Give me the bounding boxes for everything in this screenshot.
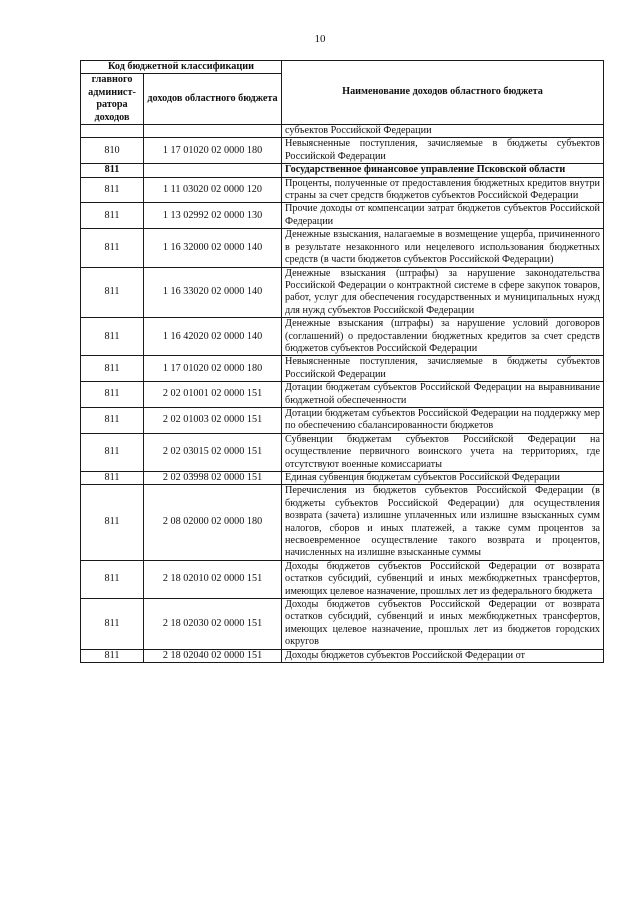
admin-code-cell: 811 [81, 177, 144, 203]
admin-code-cell: 811 [81, 433, 144, 471]
income-name-cell: Денежные взыскания (штрафы) за нарушение законодательства Российской Федерации о контрактной системе в сфере закупок товаров, работ, услуг для обеспечения государственных и муниципальных нужд для нужд субъектов Российской Федерации [282, 267, 604, 318]
header-admin-code: главного админист-ратора доходов [81, 74, 144, 125]
page-number: 10 [314, 33, 326, 45]
income-code-cell: 1 16 32000 02 0000 140 [144, 229, 282, 267]
table-row [81, 138, 604, 164]
table-body [81, 125, 604, 663]
header-name: Наименование доходов областного бюджета [282, 61, 604, 125]
admin-code-cell: 811 [81, 599, 144, 650]
admin-code-cell: 811 [81, 318, 144, 356]
table-row [81, 177, 604, 203]
admin-code-cell: 811 [81, 164, 144, 177]
income-name-cell: Доходы бюджетов субъектов Российской Федерации от возврата остатков субсидий, субвенций и иных межбюджетных трансфертов, имеющих целевое назначение, прошлых лет из федерального бюджета [282, 560, 604, 598]
income-code-cell: 1 11 03020 02 0000 120 [144, 177, 282, 203]
income-code-cell [144, 164, 282, 177]
table-row [81, 485, 604, 560]
income-code-cell: 1 17 01020 02 0000 180 [144, 138, 282, 164]
income-name-cell: Дотации бюджетам субъектов Российской Федерации на поддержку мер по обеспечению сбалансированности бюджетов [282, 407, 604, 433]
admin-code-cell: 811 [81, 407, 144, 433]
table-row [81, 382, 604, 408]
income-name-cell: Единая субвенция бюджетам субъектов Российской Федерации [282, 472, 604, 485]
income-code-cell [144, 125, 282, 138]
admin-code-cell: 811 [81, 229, 144, 267]
income-name-cell: Доходы бюджетов субъектов Российской Федерации от возврата остатков субсидий, субвенций и иных межбюджетных трансфертов, имеющих целевое назначение, прошлых лет из бюджетов городских округов [282, 599, 604, 650]
table-row [81, 229, 604, 267]
income-code-cell: 2 08 02000 02 0000 180 [144, 485, 282, 560]
income-code-cell: 2 18 02010 02 0000 151 [144, 560, 282, 598]
income-name-cell: Прочие доходы от компенсации затрат бюджетов субъектов Российской Федерации [282, 203, 604, 229]
income-name-cell: Денежные взыскания (штрафы) за нарушение условий договоров (соглашений) о предоставлении бюджетных кредитов за счет средств бюджетов субъектов Российской Федерации [282, 318, 604, 356]
income-code-cell: 2 02 03998 02 0000 151 [144, 472, 282, 485]
income-name-cell: субъектов Российской Федерации [282, 125, 604, 138]
income-code-cell: 1 17 01020 02 0000 180 [144, 356, 282, 382]
table-row [81, 560, 604, 598]
income-name-cell: Невыясненные поступления, зачисляемые в бюджеты субъектов Российской Федерации [282, 356, 604, 382]
income-name-cell: Проценты, полученные от предоставления бюджетных кредитов внутри страны за счет средств бюджетов субъектов Российской Федерации [282, 177, 604, 203]
table-row [81, 433, 604, 471]
income-name-cell: Доходы бюджетов субъектов Российской Федерации от [282, 649, 604, 662]
table-row [81, 164, 604, 177]
admin-code-cell: 811 [81, 649, 144, 662]
admin-code-cell: 811 [81, 472, 144, 485]
table-row [81, 267, 604, 318]
income-code-cell: 2 02 01001 02 0000 151 [144, 382, 282, 408]
income-name-cell: Дотации бюджетам субъектов Российской Федерации на выравнивание бюджетной обеспеченности [282, 382, 604, 408]
table-row [81, 472, 604, 485]
income-name-cell: Государственное финансовое управление Псковской области [282, 164, 604, 177]
budget-classification-table [80, 60, 604, 663]
table-row [81, 649, 604, 662]
table-row [81, 407, 604, 433]
income-code-cell: 1 13 02992 02 0000 130 [144, 203, 282, 229]
income-code-cell: 1 16 42020 02 0000 140 [144, 318, 282, 356]
income-code-cell: 2 18 02040 02 0000 151 [144, 649, 282, 662]
admin-code-cell: 811 [81, 560, 144, 598]
table-row [81, 356, 604, 382]
income-name-cell: Денежные взыскания, налагаемые в возмещение ущерба, причиненного в результате незаконного или нецелевого использования бюджетных средств (в части бюджетов субъектов Российской Федерации) [282, 229, 604, 267]
admin-code-cell: 810 [81, 138, 144, 164]
header-income-code: доходов областного бюджета [144, 74, 282, 125]
table-row [81, 599, 604, 650]
admin-code-cell: 811 [81, 356, 144, 382]
table-row [81, 203, 604, 229]
admin-code-cell: 811 [81, 382, 144, 408]
income-code-cell: 2 02 03015 02 0000 151 [144, 433, 282, 471]
income-name-cell: Невыясненные поступления, зачисляемые в бюджеты субъектов Российской Федерации [282, 138, 604, 164]
admin-code-cell: 811 [81, 267, 144, 318]
table-row [81, 318, 604, 356]
admin-code-cell [81, 125, 144, 138]
income-code-cell: 1 16 33020 02 0000 140 [144, 267, 282, 318]
admin-code-cell: 811 [81, 485, 144, 560]
admin-code-cell: 811 [81, 203, 144, 229]
income-name-cell: Перечисления из бюджетов субъектов Российской Федерации (в бюджеты субъектов Российской Федерации) для осуществления возврата (зачета) излишне уплаченных или излишне взысканных сумм налогов, сборов и иных платежей, а также сумм процентов за несвоевременное осуществление такого возврата и процентов, начисленных на излишне взысканные суммы [282, 485, 604, 560]
income-code-cell: 2 18 02030 02 0000 151 [144, 599, 282, 650]
income-code-cell: 2 02 01003 02 0000 151 [144, 407, 282, 433]
table-row [81, 125, 604, 138]
income-name-cell: Субвенции бюджетам субъектов Российской Федерации на осуществление первичного воинского учета на территориях, где отсутствуют военные комиссариаты [282, 433, 604, 471]
header-classification-code: Код бюджетной классификации [81, 61, 282, 74]
